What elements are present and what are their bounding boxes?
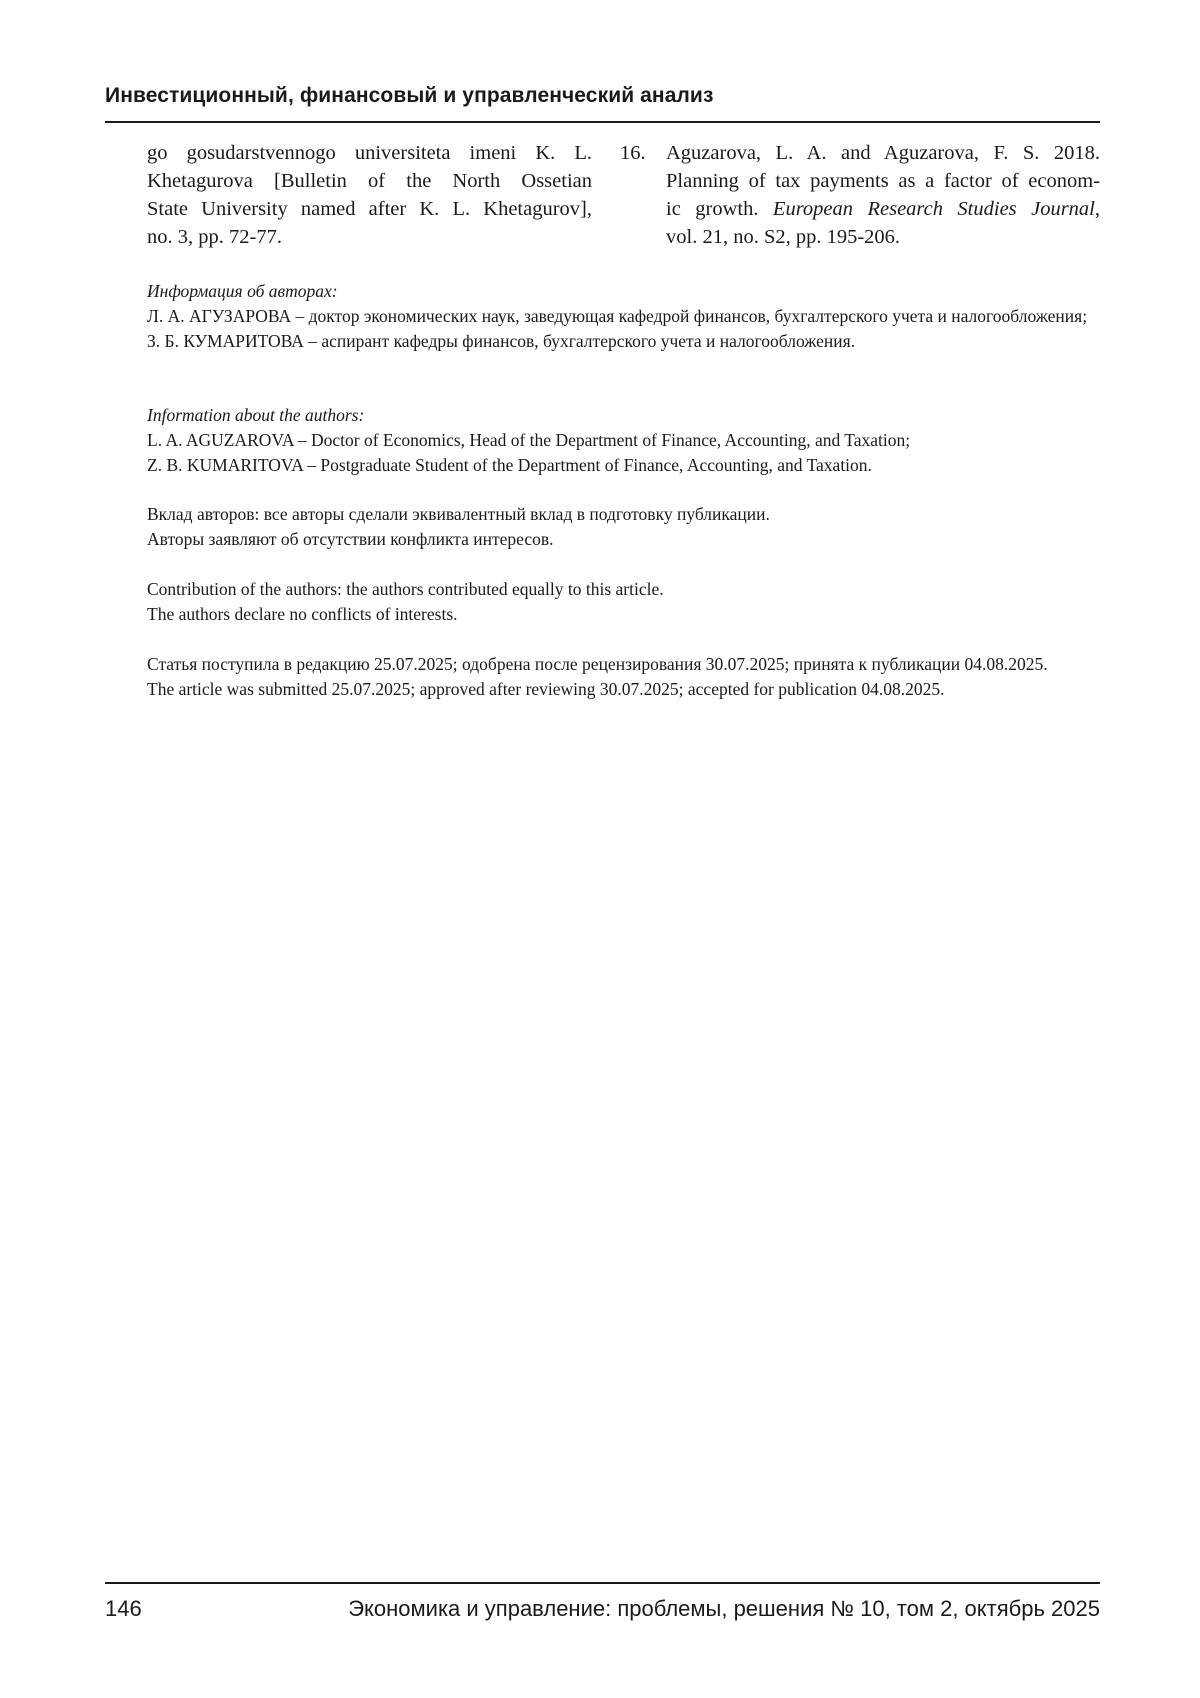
reference-line: Aguzarova, L. A. and Aguzarova, F. S. 2018.	[666, 142, 1100, 164]
reference-line: no. 3, pp. 72-77.	[147, 226, 282, 248]
author-2-en: Z. B. KUMARITOVA – Postgraduate Student of the Department of Finance, Accounting, and Taxation.	[147, 455, 872, 475]
reference-text: ic growth.	[666, 198, 773, 220]
authors-info-ru	[147, 279, 1100, 354]
contribution-line: Вклад авторов: все авторы сделали эквивалентный вклад в подготовку публикации.	[147, 504, 770, 524]
reference-line	[666, 195, 1100, 223]
reference-number: 16.	[620, 142, 646, 164]
running-title: Инвестиционный, финансовый и управленческий анализ	[105, 84, 714, 107]
reference-body	[666, 139, 1100, 251]
author-1-ru: Л. А. АГУЗАРОВА – доктор экономических наук, заведующая кафедрой финансов, бухгалтерского учета и налогообложения;	[147, 306, 1088, 326]
conflict-line: Авторы заявляют об отсутствии конфликта интересов.	[147, 529, 554, 549]
journal-title: European Research Studies Journal	[772, 198, 1095, 220]
authors-info-en	[147, 403, 1100, 478]
reference-line: State University named after K. L. Khetagurov],	[147, 198, 592, 220]
dates-en: The article was submitted 25.07.2025; approved after reviewing 30.07.2025; accepted for publication 04.08.2025.	[147, 679, 945, 699]
page-number: 146	[105, 1596, 142, 1621]
authors-heading-ru: Информация об авторах:	[147, 281, 338, 301]
author-2-ru: З. Б. КУМАРИТОВА – аспирант кафедры финансов, бухгалтерского учета и налогообложения.	[147, 331, 856, 351]
contribution-en	[147, 577, 1100, 627]
contribution-line: Contribution of the authors: the authors contributed equally to this article.	[147, 579, 664, 599]
authors-heading-en: Information about the authors:	[147, 405, 365, 425]
reference-text: ,	[1094, 198, 1101, 220]
header-rule	[105, 121, 1100, 123]
reference-line: Khetagurova [Bulletin of the North Ossetian	[147, 170, 592, 192]
reference-continuation	[147, 139, 592, 251]
footer-rule	[105, 1582, 1100, 1584]
article-dates	[147, 652, 1100, 702]
reference-line: vol. 21, no. S2, pp. 195-206.	[666, 226, 901, 248]
journal-footer: Экономика и управление: проблемы, решения № 10, том 2, октябрь 2025	[348, 1596, 1100, 1621]
contribution-ru	[147, 502, 1100, 552]
reference-line: Planning of tax payments as a factor of econom-	[666, 170, 1100, 192]
dates-ru: Статья поступила в редакцию 25.07.2025; одобрена после рецензирования 30.07.2025; принята к публикации 04.08.2025.	[147, 654, 1048, 674]
reference-line: go gosudarstvennogo universiteta imeni K. L.	[147, 142, 592, 164]
author-1-en: L. A. AGUZAROVA – Doctor of Economics, Head of the Department of Finance, Accounting, and Taxation;	[147, 430, 911, 450]
conflict-line: The authors declare no conflicts of interests.	[147, 604, 458, 624]
